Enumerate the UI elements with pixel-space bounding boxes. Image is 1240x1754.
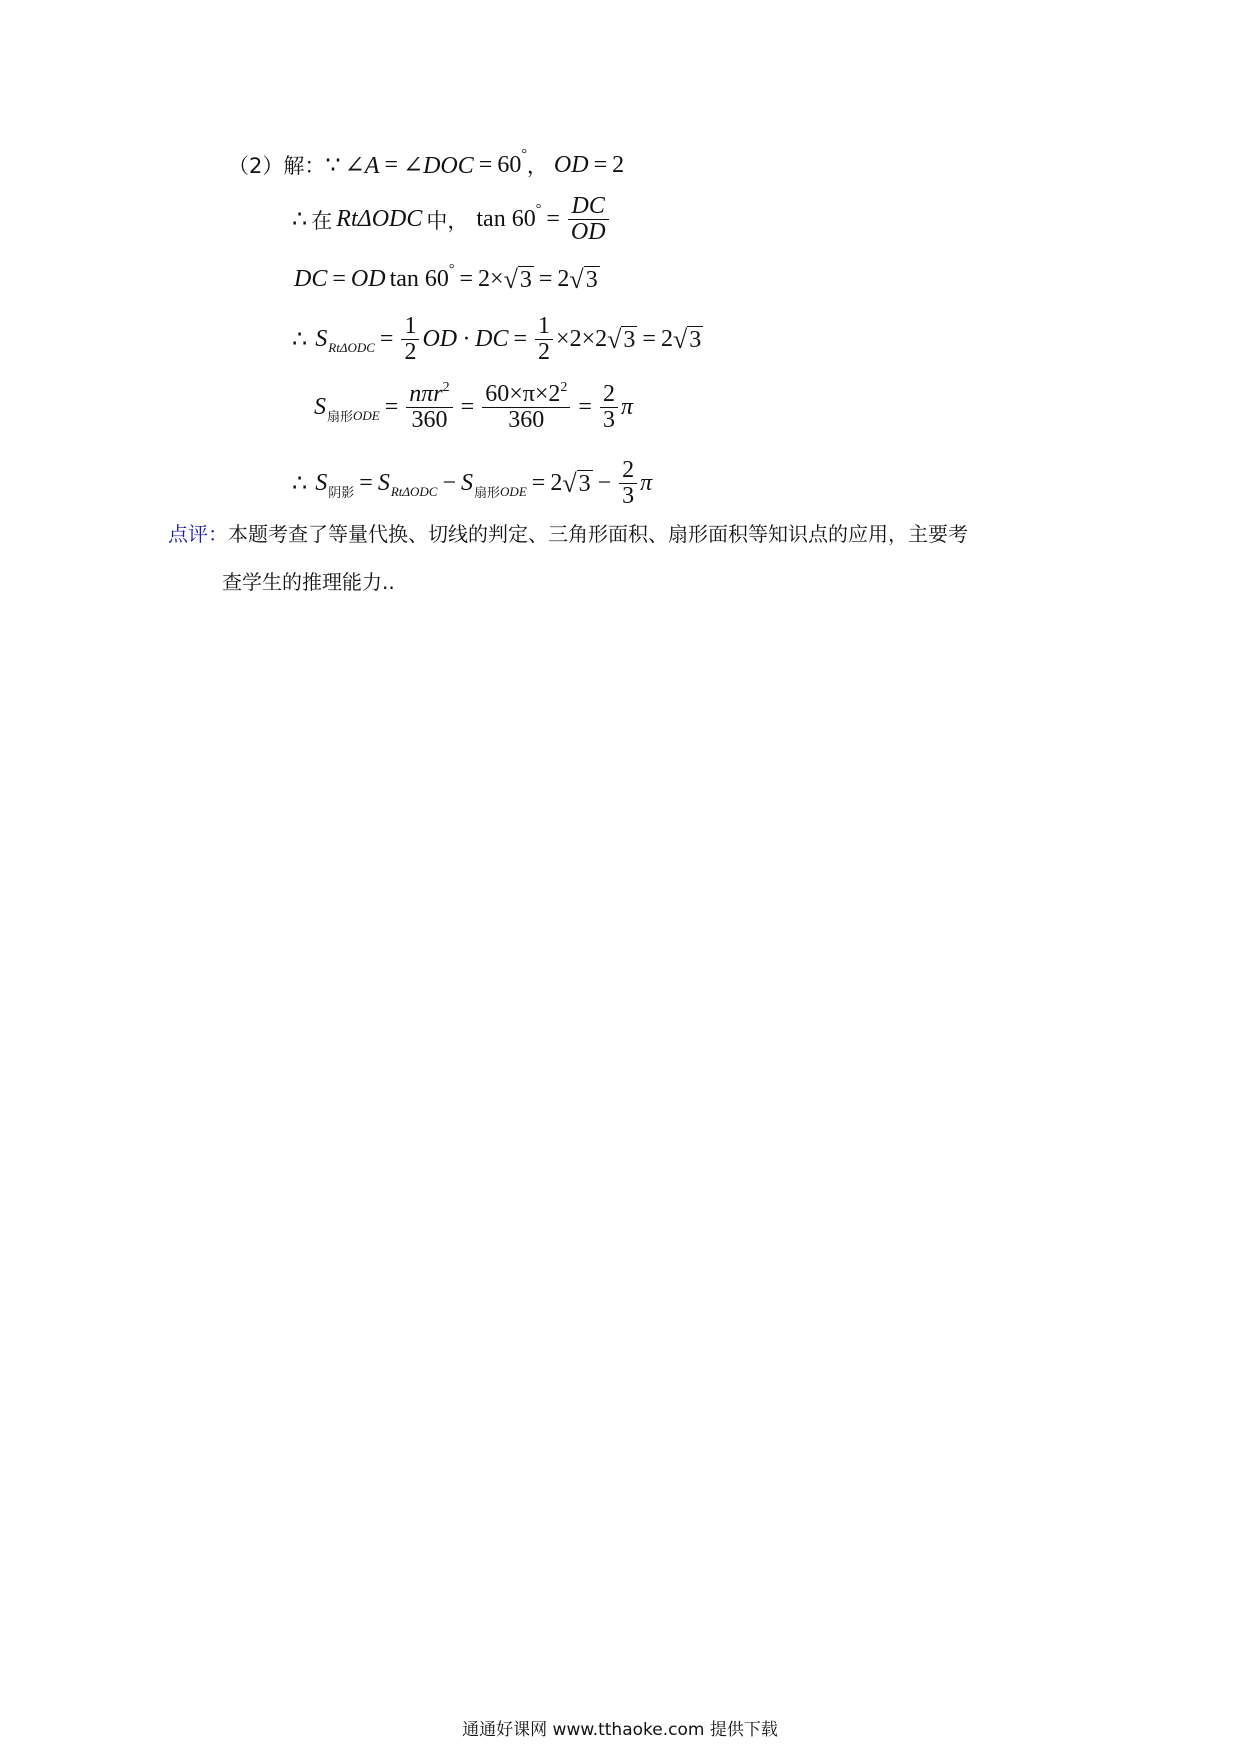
fraction-one-half: $\frac{1}{2}$ xyxy=(401,314,419,365)
angle-a: ∠A xyxy=(344,152,380,179)
fraction-dc-od: $\frac{DC}{OD}$ xyxy=(568,194,609,245)
solution-line-6: ∴ S 阴影 = S RtΔODC − S 扇形 ODE = 2 √ 3 − $\frac{2}{3}$ π xyxy=(292,457,653,510)
comment-block xyxy=(168,508,968,560)
page-footer: 通通好课网 www.tthaoke.com 提供下载 xyxy=(462,1720,778,1740)
sqrt-3: √ 3 xyxy=(503,265,532,295)
comment-text-1: 本题考查了等量代换、切线的判定、三角形面积、扇形面积等知识点的应用，主要考 xyxy=(228,522,968,546)
comment-block-continued xyxy=(222,556,395,608)
solution-label: （2）解： xyxy=(228,154,326,178)
solution-line-3: DC = OD tan 60 ° = 2 × √ 3 = 2 √ 3 xyxy=(294,261,598,295)
solution-line-4: ∴ S RtΔODC = $\frac{1}{2}$ OD · DC = $\frac{1}{2}$ ×2×2 √ 3 = 2 √ 3 xyxy=(292,313,702,366)
triangle-odc: RtΔODC xyxy=(336,206,423,233)
fraction-two-thirds: $\frac{2}{3}$ xyxy=(600,382,618,433)
comment-label: 点评： xyxy=(168,522,228,546)
because-symbol: ∵ xyxy=(325,152,341,179)
solution-line-5: S 扇形 ODE = $\frac{n\pi r^2}{360}$ = $\frac{60\times\pi\times 2^2}{360}$ = $\frac{2}{3}$ π xyxy=(314,380,633,434)
fraction-sector-values: $\frac{60\times\pi\times 2^2}{360}$ xyxy=(482,382,570,433)
angle-doc: ∠DOC xyxy=(402,152,474,179)
fraction-sector-formula: $\frac{n\pi r^2}{360}$ xyxy=(406,382,452,433)
solution-line-1: （2）解： ∵ ∠A = ∠DOC = 60 ° ， OD = 2 xyxy=(228,147,625,179)
solution-line-2: ∴ 在 RtΔODC 中， tan 60 ° = $\frac{DC}{OD}$ xyxy=(292,194,612,245)
comment-text-2: 查学生的推理能力.. xyxy=(222,570,395,594)
